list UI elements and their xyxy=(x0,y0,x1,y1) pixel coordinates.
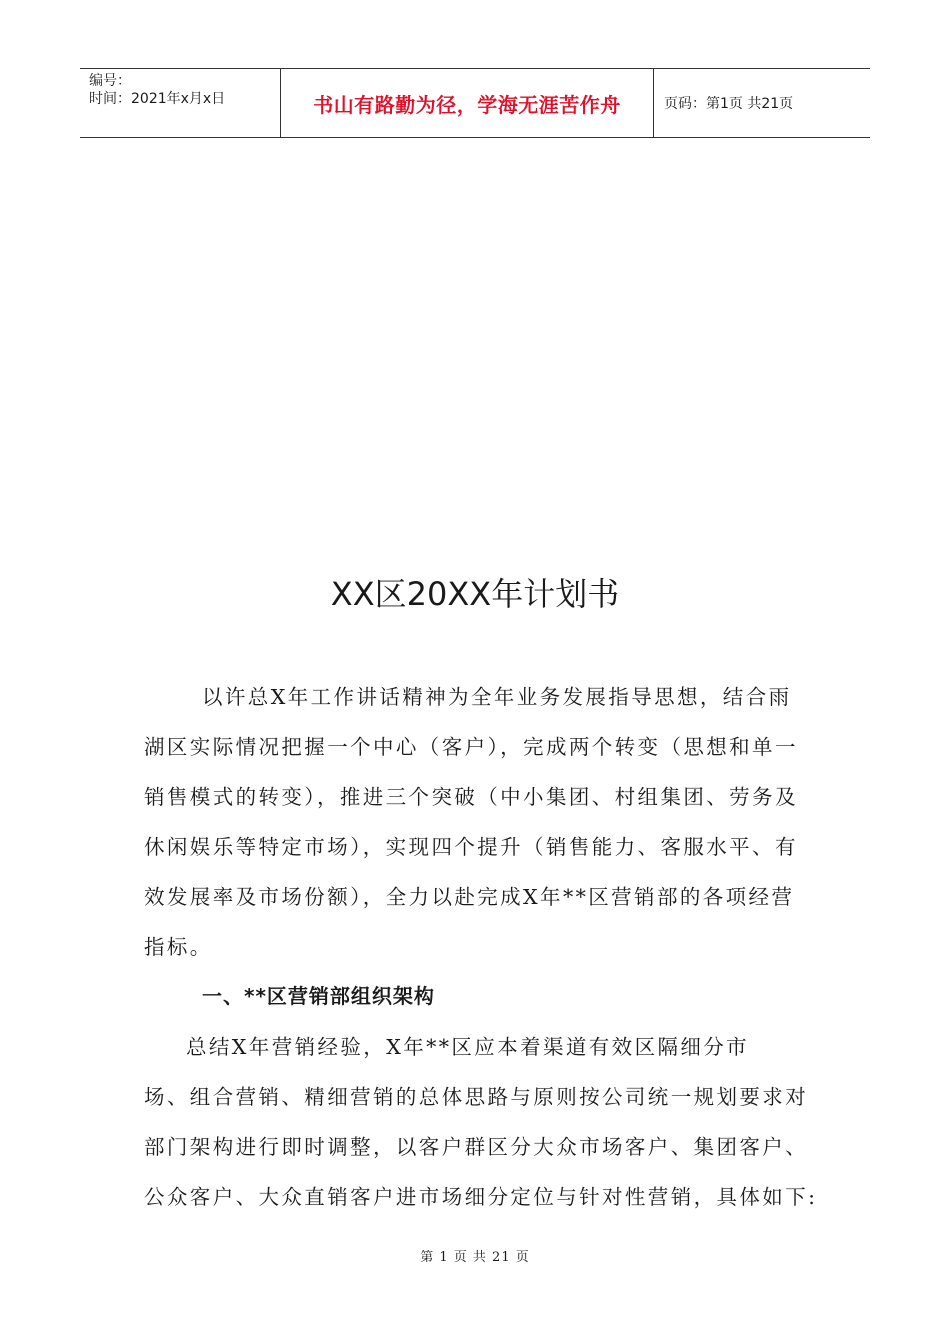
doc-time-label: 时间：2021年x月x日 xyxy=(89,91,226,107)
paragraph-line: 公众客户、大众直销客户进市场细分定位与针对性营销，具体如下: xyxy=(144,1185,818,1209)
paragraph-line: 指标。 xyxy=(144,935,213,959)
header-motto: 书山有路勤为径，学海无涯苦作舟 xyxy=(281,69,654,137)
section-heading: 一、**区营销部组织架构 xyxy=(202,984,435,1008)
page-footer: 第 1 页 共 21 页 xyxy=(420,1250,530,1265)
paragraph-line: 总结X年营销经验，X年**区应本着渠道有效区隔细分市 xyxy=(186,1035,750,1059)
paragraph-line: 以许总X年工作讲话精神为全年业务发展指导思想，结合雨 xyxy=(202,685,792,709)
paragraph-line: 场、组合营销、精细营销的总体思路与原则按公司统一规划要求对 xyxy=(144,1085,809,1109)
paragraph-line: 销售模式的转变），推进三个突破（中小集团、村组集团、劳务及 xyxy=(144,785,798,809)
header-page-info: 页码：第1页 共21页 xyxy=(664,96,794,112)
paragraph-org xyxy=(144,1022,818,1222)
doc-number-label: 编号： xyxy=(89,73,131,89)
header-table xyxy=(80,68,870,138)
paragraph-line: 部门架构进行即时调整，以客户群区分大众市场客户、集团客户、 xyxy=(144,1135,809,1159)
document-title: XX区20XX年计划书 xyxy=(330,575,620,613)
paragraph-line: 效发展率及市场份额），全力以赴完成X年**区营销部的各项经营 xyxy=(144,885,795,909)
paragraph-intro xyxy=(144,672,812,972)
paragraph-line: 湖区实际情况把握一个中心（客户），完成两个转变（思想和单一 xyxy=(144,735,798,759)
header-meta-cell xyxy=(80,69,281,137)
paragraph-line: 休闲娱乐等特定市场），实现四个提升（销售能力、客服水平、有 xyxy=(144,835,798,859)
